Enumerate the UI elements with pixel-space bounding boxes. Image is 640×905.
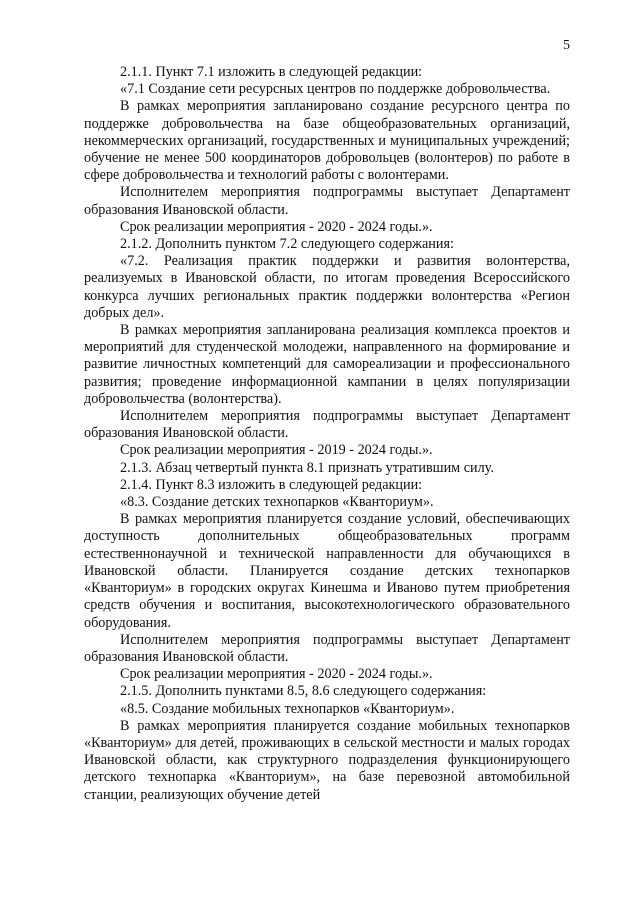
paragraph: «8.5. Создание мобильных технопарков «Кванториум». (120, 700, 455, 717)
paragraph: В рамках мероприятия запланировано создание ресурсного центра по поддержке добровольчества на базе общеобразовательных организаций, некоммерческих организаций, государственных и муниципальных учреждений; обучение не менее 500 координаторов добровольцев (волонтеров) по работе в сфере добровольчества и технологий работы с волонтерами. (84, 98, 570, 184)
paragraph: Исполнителем мероприятия подпрограммы выступает Департамент образования Ивановской области. (84, 408, 570, 442)
paragraph: 2.1.1. Пункт 7.1 изложить в следующей редакции: (120, 64, 423, 80)
paragraph: В рамках мероприятия планируется создание условий, обеспечивающих доступность дополнительных общеобразовательных программ естественнонаучной и технической направленности для обучающихся в Ивановской области. Планируется создание детских технопарков «Кванториум» в городских округах Кинешма и Иваново путем приобретения средств обучения и воспитания, высокотехнологического образовательного оборудования. (84, 511, 570, 631)
paragraph: «7.1 Создание сети ресурсных центров по поддержке добровольчества. (120, 81, 551, 98)
paragraph: «8.3. Создание детских технопарков «Кванториум». (120, 494, 434, 511)
paragraph: В рамках мероприятия запланирована реализация комплекса проектов и мероприятий для студенческой молодежи, направленного на формирование и развитие личностных компетенций для самореализации и профессионального развития; проведение информационной кампании в целях популяризации добровольчества (волонтерства). (84, 322, 570, 407)
document-body (84, 64, 570, 804)
page-number: 5 (563, 38, 570, 53)
paragraph: 2.1.4. Пункт 8.3 изложить в следующей редакции: (120, 476, 423, 493)
paragraph: 2.1.2. Дополнить пунктом 7.2 следующего содержания: (120, 236, 454, 253)
paragraph: В рамках мероприятия планируется создание мобильных технопарков «Кванториум» для детей, проживающих в сельской местности и малых городах Ивановской области, как структурного подразделения функционирующего детского технопарка «Кванториум», на базе перевозной автомобильной станции, реализующих обучение детей (84, 717, 570, 803)
paragraph: 2.1.3. Абзац четвертый пункта 8.1 признать утратившим силу. (120, 459, 494, 476)
paragraph: Срок реализации мероприятия - 2020 - 2024 годы.». (120, 218, 433, 235)
paragraph: 2.1.5. Дополнить пунктами 8.5, 8.6 следующего содержания: (120, 683, 487, 700)
paragraph: Срок реализации мероприятия - 2019 - 2024 годы.». (120, 442, 433, 459)
paragraph: «7.2. Реализация практик поддержки и развития волонтерства, реализуемых в Ивановской области, по итогам проведения Всероссийского конкурса лучших региональных практик поддержки волонтерства «Регион добрых дел». (84, 253, 570, 321)
paragraph: Исполнителем мероприятия подпрограммы выступает Департамент образования Ивановской области. (84, 631, 570, 665)
paragraph: Исполнителем мероприятия подпрограммы выступает Департамент образования Ивановской области. (84, 184, 570, 218)
paragraph: Срок реализации мероприятия - 2020 - 2024 годы.». (120, 666, 433, 683)
